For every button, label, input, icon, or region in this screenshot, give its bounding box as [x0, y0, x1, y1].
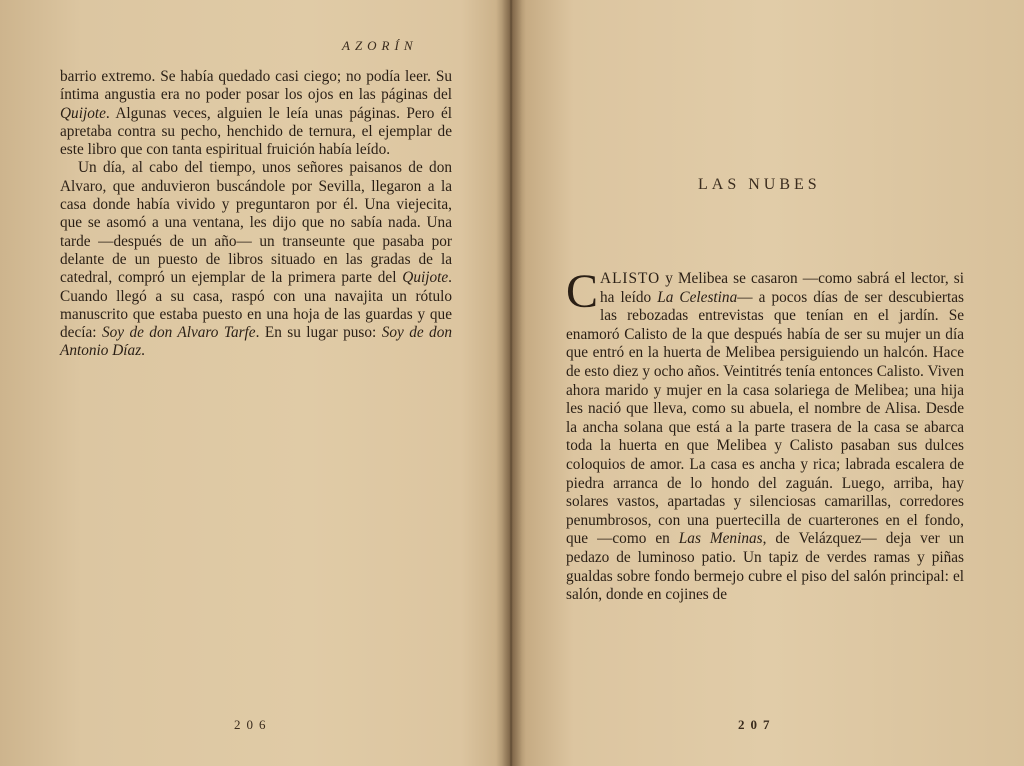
page-number-left: 206 [234, 717, 272, 732]
italic-title: Las Meninas [678, 530, 763, 548]
text-run: , de Velázquez— deja ver un pedazo de luminoso patio. Un tapiz de verdes ramas y piñas gualdas sobre fondo bermejo cubre el piso del salón principal: el salón, donde en cojines de [566, 530, 964, 604]
right-paragraph [566, 265, 964, 605]
left-page-body [60, 68, 452, 361]
drop-cap: C [566, 265, 599, 318]
italic-title: Soy de don Alvaro Tarfe [101, 324, 256, 342]
text-run: . Cuando llegó a su casa, raspó con una navajita un rótulo manuscrito que estaba puesto en una hoja de las guardas y que decía: [60, 269, 452, 342]
right-page [512, 0, 1024, 766]
text-run: . Algunas veces, alguien le leía unas páginas. Pero él apretaba contra su pecho, henchido de ternura, el ejemplar de este libro que con tanta espiritual fruición había leído. [60, 104, 452, 159]
book-gutter [496, 0, 526, 766]
italic-title: Quijote [402, 269, 449, 287]
text-run: . En su lugar puso: [255, 324, 382, 342]
text-run: Un día, al cabo del tiempo, unos señores paisanos de don Alvaro, que anduvieron buscándole por Sevilla, llegaron a la casa donde había vivido y preguntaron por él. Una viejecita, que se asomó a una ventana, les dijo que no sabía nada. Una tarde —después de un año— un transeunte que pasaba por delante de un puesto de libros situado en las gradas de la catedral, compró un ejemplar de la primera parte del [60, 159, 452, 287]
text-run: . [141, 342, 145, 360]
italic-title: La Celestina [657, 288, 738, 306]
left-page [0, 0, 508, 766]
text-run: — a pocos días de ser descubiertas las rebozadas entrevistas que tenían en el jardín. Se enamoró Calisto de la que después había de ser su mujer un día que entró en la huerta de Melibea persiguiendo un halcón. Hace de esto diez y ocho años. Veintitrés tenía entonces Calisto. Viven ahora marido y mujer en la casa solariega de Melibea; una hija les nació que lleva, como su abuela, el nombre de Alisa. Desde la ancha solana que está a la parte trasera de la casa se abarca toda la huerta en que Melibea y Calisto pasaban sus dulces coloquios de amor. La casa es ancha y rica; labrada escalera de piedra arranca de lo hondo del zaguán. Luego, arriba, hay solares vastos, apartadas y silenciosas camarillas, corredores penumbrosos, con una puertecilla de cuarterones en el fondo, que —como en [566, 288, 964, 548]
italic-title: Soy de don Antonio Díaz [60, 324, 452, 360]
right-page-body [566, 265, 964, 605]
paragraph [60, 68, 452, 159]
text-run: barrio extremo. Se había quedado casi ciego; no podía leer. Su íntima angustia era no poder posar los ojos en las páginas del [60, 68, 452, 104]
chapter-title: LAS NUBES [698, 176, 821, 193]
paragraph [60, 159, 452, 360]
first-word-rest: ALISTO [600, 270, 661, 287]
text-run: y Melibea se casaron —como sabrá el lector, si ha leído [600, 270, 964, 306]
running-head: AZORÍN [342, 38, 418, 53]
page-number-right: 207 [738, 717, 776, 732]
italic-title: Quijote [60, 104, 106, 122]
